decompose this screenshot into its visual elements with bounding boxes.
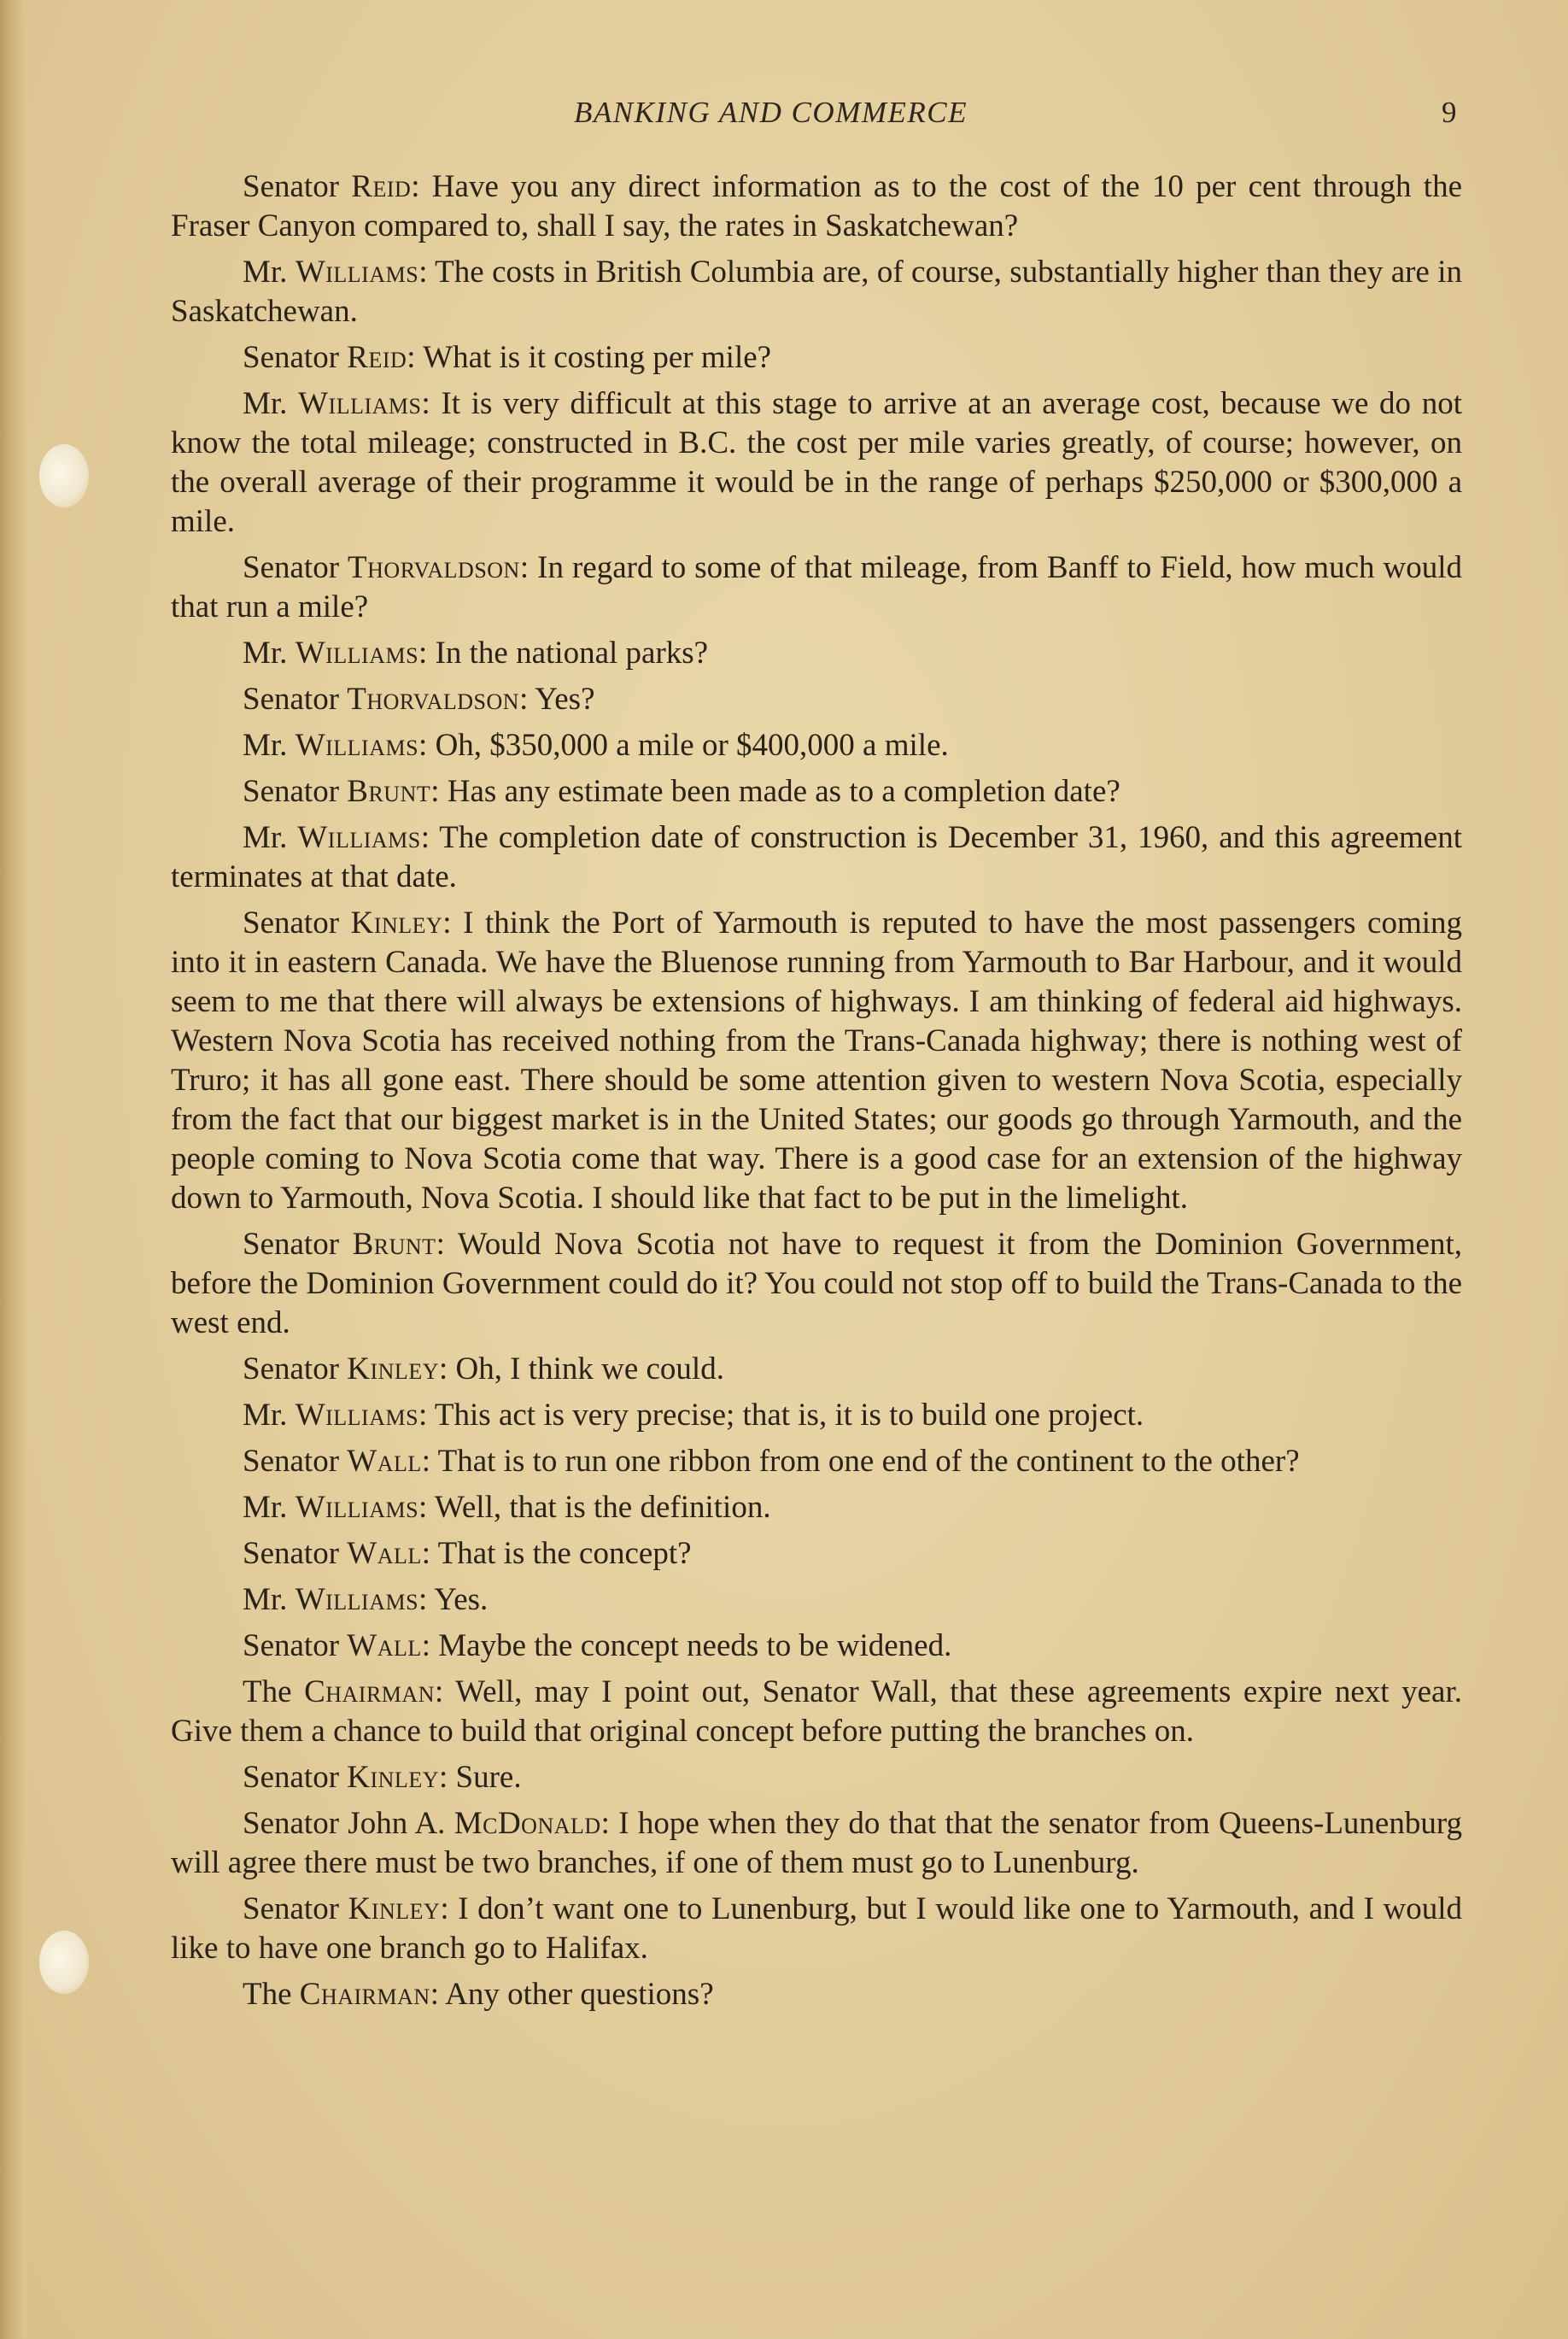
speaker-colon: :	[418, 255, 428, 290]
transcript-paragraph	[171, 634, 1462, 673]
speaker-name: Kinley	[347, 1351, 439, 1386]
speaker-title: Senator	[243, 774, 340, 809]
speaker-title: Senator	[243, 1760, 340, 1795]
transcript-paragraph	[171, 1804, 1462, 1883]
transcript-body	[171, 167, 1462, 2021]
speaker-title: The	[243, 1674, 292, 1709]
speaker-title: Senator	[243, 1227, 340, 1262]
running-head: BANKING AND COMMERCE	[574, 96, 968, 129]
speech-text: What is it costing per mile?	[415, 340, 772, 375]
transcript-paragraph	[171, 1488, 1462, 1527]
speaker-colon: :	[421, 386, 430, 421]
speech-text: That is the concept?	[430, 1536, 692, 1571]
speaker-name: Reid	[347, 340, 407, 375]
speaker-colon: :	[442, 906, 452, 941]
transcript-paragraph	[171, 1975, 1462, 2014]
speaker-name: Kinley	[347, 1760, 439, 1795]
speaker-colon: :	[600, 1806, 610, 1841]
speaker-colon: :	[440, 1891, 449, 1926]
transcript-paragraph	[171, 680, 1462, 719]
speaker-name: Reid	[351, 169, 412, 204]
speech-text: In the national parks?	[427, 636, 709, 671]
transcript-paragraph	[171, 1890, 1462, 1968]
speaker-colon: :	[407, 340, 416, 375]
speaker-colon: :	[430, 774, 440, 809]
speaker-name: Williams	[295, 728, 419, 763]
speaker-name: Williams	[298, 386, 422, 421]
speaker-colon: :	[519, 682, 529, 717]
speaker-title: Mr.	[243, 820, 288, 855]
transcript-paragraph	[171, 1580, 1462, 1620]
speaker-title: Senator	[243, 1444, 340, 1479]
speaker-colon: :	[418, 636, 428, 671]
speech-text: Any other questions?	[438, 1977, 714, 2012]
speaker-title: Senator John A.	[243, 1806, 446, 1841]
transcript-paragraph	[171, 1350, 1462, 1389]
punch-hole-bottom	[39, 1931, 89, 1994]
speech-text: Yes.	[427, 1582, 489, 1617]
speech-text: Well, that is the definition.	[427, 1490, 771, 1525]
speaker-name: Chairman	[304, 1674, 435, 1709]
transcript-paragraph	[171, 167, 1462, 246]
speaker-name: Chairman	[299, 1977, 430, 2012]
speaker-colon: :	[418, 728, 428, 763]
speaker-title: The	[243, 1977, 292, 2012]
speaker-colon: :	[421, 1628, 431, 1663]
speaker-title: Mr.	[243, 1582, 288, 1617]
page-number: 9	[1442, 96, 1457, 129]
speech-text: I think the Port of Yarmouth is reputed to have the most passengers coming into it in eastern Canada. We have the Bluenose running from Yarmouth to Bar Harbour, and it would seem to me that there will always be extensions of highways. I am thinking of federal aid highways. Western Nova Scotia has received nothing from the Trans-Canada highway; there is nothing west of Truro; it has all gone east. There should be some attention given to western Nova Scotia, especially from the fact that our biggest market is in the United States; our goods go through Yarmouth, and the people coming to Nova Scotia come that way. There is a good case for an extension of the highway down to Yarmouth, Nova Scotia. I should like that fact to be put in the limelight.	[171, 906, 1462, 1216]
speaker-colon: :	[418, 1582, 428, 1617]
transcript-paragraph	[171, 904, 1462, 1218]
speaker-title: Senator	[243, 169, 340, 204]
transcript-paragraph	[171, 818, 1462, 897]
speaker-name: Williams	[295, 1490, 419, 1525]
speaker-name: Williams	[297, 820, 421, 855]
speech-text: Have you any direct information as to the cost of the 10 per cent through the Fraser Canyon compared to, shall I say, the rates in Saskatchewan?	[171, 169, 1462, 243]
speaker-title: Senator	[243, 1351, 340, 1386]
speaker-colon: :	[430, 1977, 439, 2012]
transcript-paragraph	[171, 548, 1462, 627]
transcript-paragraph	[171, 1758, 1462, 1797]
speaker-name: Wall	[347, 1628, 422, 1663]
transcript-paragraph	[171, 1534, 1462, 1574]
speaker-colon: :	[411, 169, 420, 204]
speaker-colon: :	[421, 1444, 431, 1479]
transcript-paragraph	[171, 1627, 1462, 1666]
transcript-paragraph	[171, 338, 1462, 378]
speech-text: Yes?	[528, 682, 595, 717]
speech-text: It is very difficult at this stage to arrive at an average cost, because we do not know the total mileage; constructed in B.C. the cost per mile varies greatly, of course; however, on the overall average of their programme it would be in the range of perhaps $250,000 or $300,000 a mile.	[171, 386, 1462, 539]
speaker-title: Mr.	[243, 636, 288, 671]
transcript-paragraph	[171, 1225, 1462, 1343]
speaker-name: Wall	[347, 1536, 422, 1571]
speaker-name: Wall	[347, 1444, 422, 1479]
speaker-title: Mr.	[243, 1490, 288, 1525]
speaker-name: Kinley	[350, 906, 443, 941]
transcript-paragraph	[171, 1442, 1462, 1481]
transcript-paragraph	[171, 772, 1462, 812]
speech-text: Oh, $350,000 a mile or $400,000 a mile.	[427, 728, 949, 763]
transcript-paragraph	[171, 253, 1462, 331]
punch-hole-top	[39, 444, 89, 507]
transcript-paragraph	[171, 1396, 1462, 1435]
speaker-colon: :	[436, 1227, 445, 1262]
speaker-colon: :	[420, 820, 430, 855]
speech-text: The completion date of construction is December 31, 1960, and this agreement terminates at that date.	[171, 820, 1463, 894]
speaker-colon: :	[418, 1490, 428, 1525]
speech-text: Would Nova Scotia not have to request it from the Dominion Government, before the Dominion Government could do it? You could not stop off to build the Trans-Canada to the west end.	[171, 1227, 1463, 1340]
speaker-title: Senator	[243, 1628, 340, 1663]
speech-text: That is to run one ribbon from one end of the continent to the other?	[430, 1444, 1300, 1479]
speaker-title: Mr.	[243, 386, 288, 421]
speaker-title: Mr.	[243, 728, 288, 763]
speech-text: The costs in British Columbia are, of course, substantially higher than they are in Saskatchewan.	[171, 255, 1463, 329]
transcript-paragraph	[171, 726, 1462, 765]
speaker-name: Brunt	[352, 1227, 436, 1262]
speaker-colon: :	[421, 1536, 431, 1571]
speech-text: I don’t want one to Lunenburg, but I would like one to Yarmouth, and I would like to have one branch go to Halifax.	[171, 1891, 1463, 1966]
speaker-title: Senator	[243, 550, 340, 585]
speaker-title: Senator	[243, 340, 340, 375]
speaker-colon: :	[434, 1674, 444, 1709]
speaker-name: Thorvaldson	[347, 682, 520, 717]
transcript-paragraph	[171, 384, 1462, 542]
speaker-name: Brunt	[347, 774, 431, 809]
speaker-title: Senator	[243, 906, 340, 941]
speech-text: Has any estimate been made as to a completion date?	[439, 774, 1120, 809]
speaker-colon: :	[519, 550, 529, 585]
speaker-colon: :	[418, 1398, 428, 1433]
speaker-name: Williams	[295, 255, 419, 290]
speaker-title: Senator	[243, 1891, 340, 1926]
speaker-title: Mr.	[243, 255, 288, 290]
speaker-name: Williams	[295, 1582, 419, 1617]
speech-text: Well, may I point out, Senator Wall, that these agreements expire next year. Give them a chance to build that original concept before putting the branches on.	[171, 1674, 1462, 1749]
speaker-name: McDonald	[453, 1806, 601, 1841]
speech-text: Sure.	[448, 1760, 522, 1795]
speaker-name: Thorvaldson	[348, 550, 520, 585]
transcript-paragraph	[171, 1673, 1462, 1751]
speech-text: In regard to some of that mileage, from Banff to Field, how much would that run a mile?	[171, 550, 1463, 624]
speech-text: Oh, I think we could.	[448, 1351, 724, 1386]
speech-text: Maybe the concept needs to be widened.	[430, 1628, 952, 1663]
speaker-name: Williams	[295, 636, 419, 671]
speaker-name: Williams	[295, 1398, 419, 1433]
speaker-name: Kinley	[348, 1891, 441, 1926]
speech-text: I hope when they do that that the senator from Queens-Lunenburg will agree there must be two branches, if one of them must go to Lunenburg.	[171, 1806, 1463, 1880]
speaker-colon: :	[438, 1351, 448, 1386]
binding-edge	[0, 0, 26, 2339]
speaker-title: Senator	[243, 1536, 340, 1571]
speaker-title: Senator	[243, 682, 340, 717]
speech-text: This act is very precise; that is, it is to build one project.	[427, 1398, 1144, 1433]
speaker-title: Mr.	[243, 1398, 288, 1433]
speaker-colon: :	[438, 1760, 448, 1795]
